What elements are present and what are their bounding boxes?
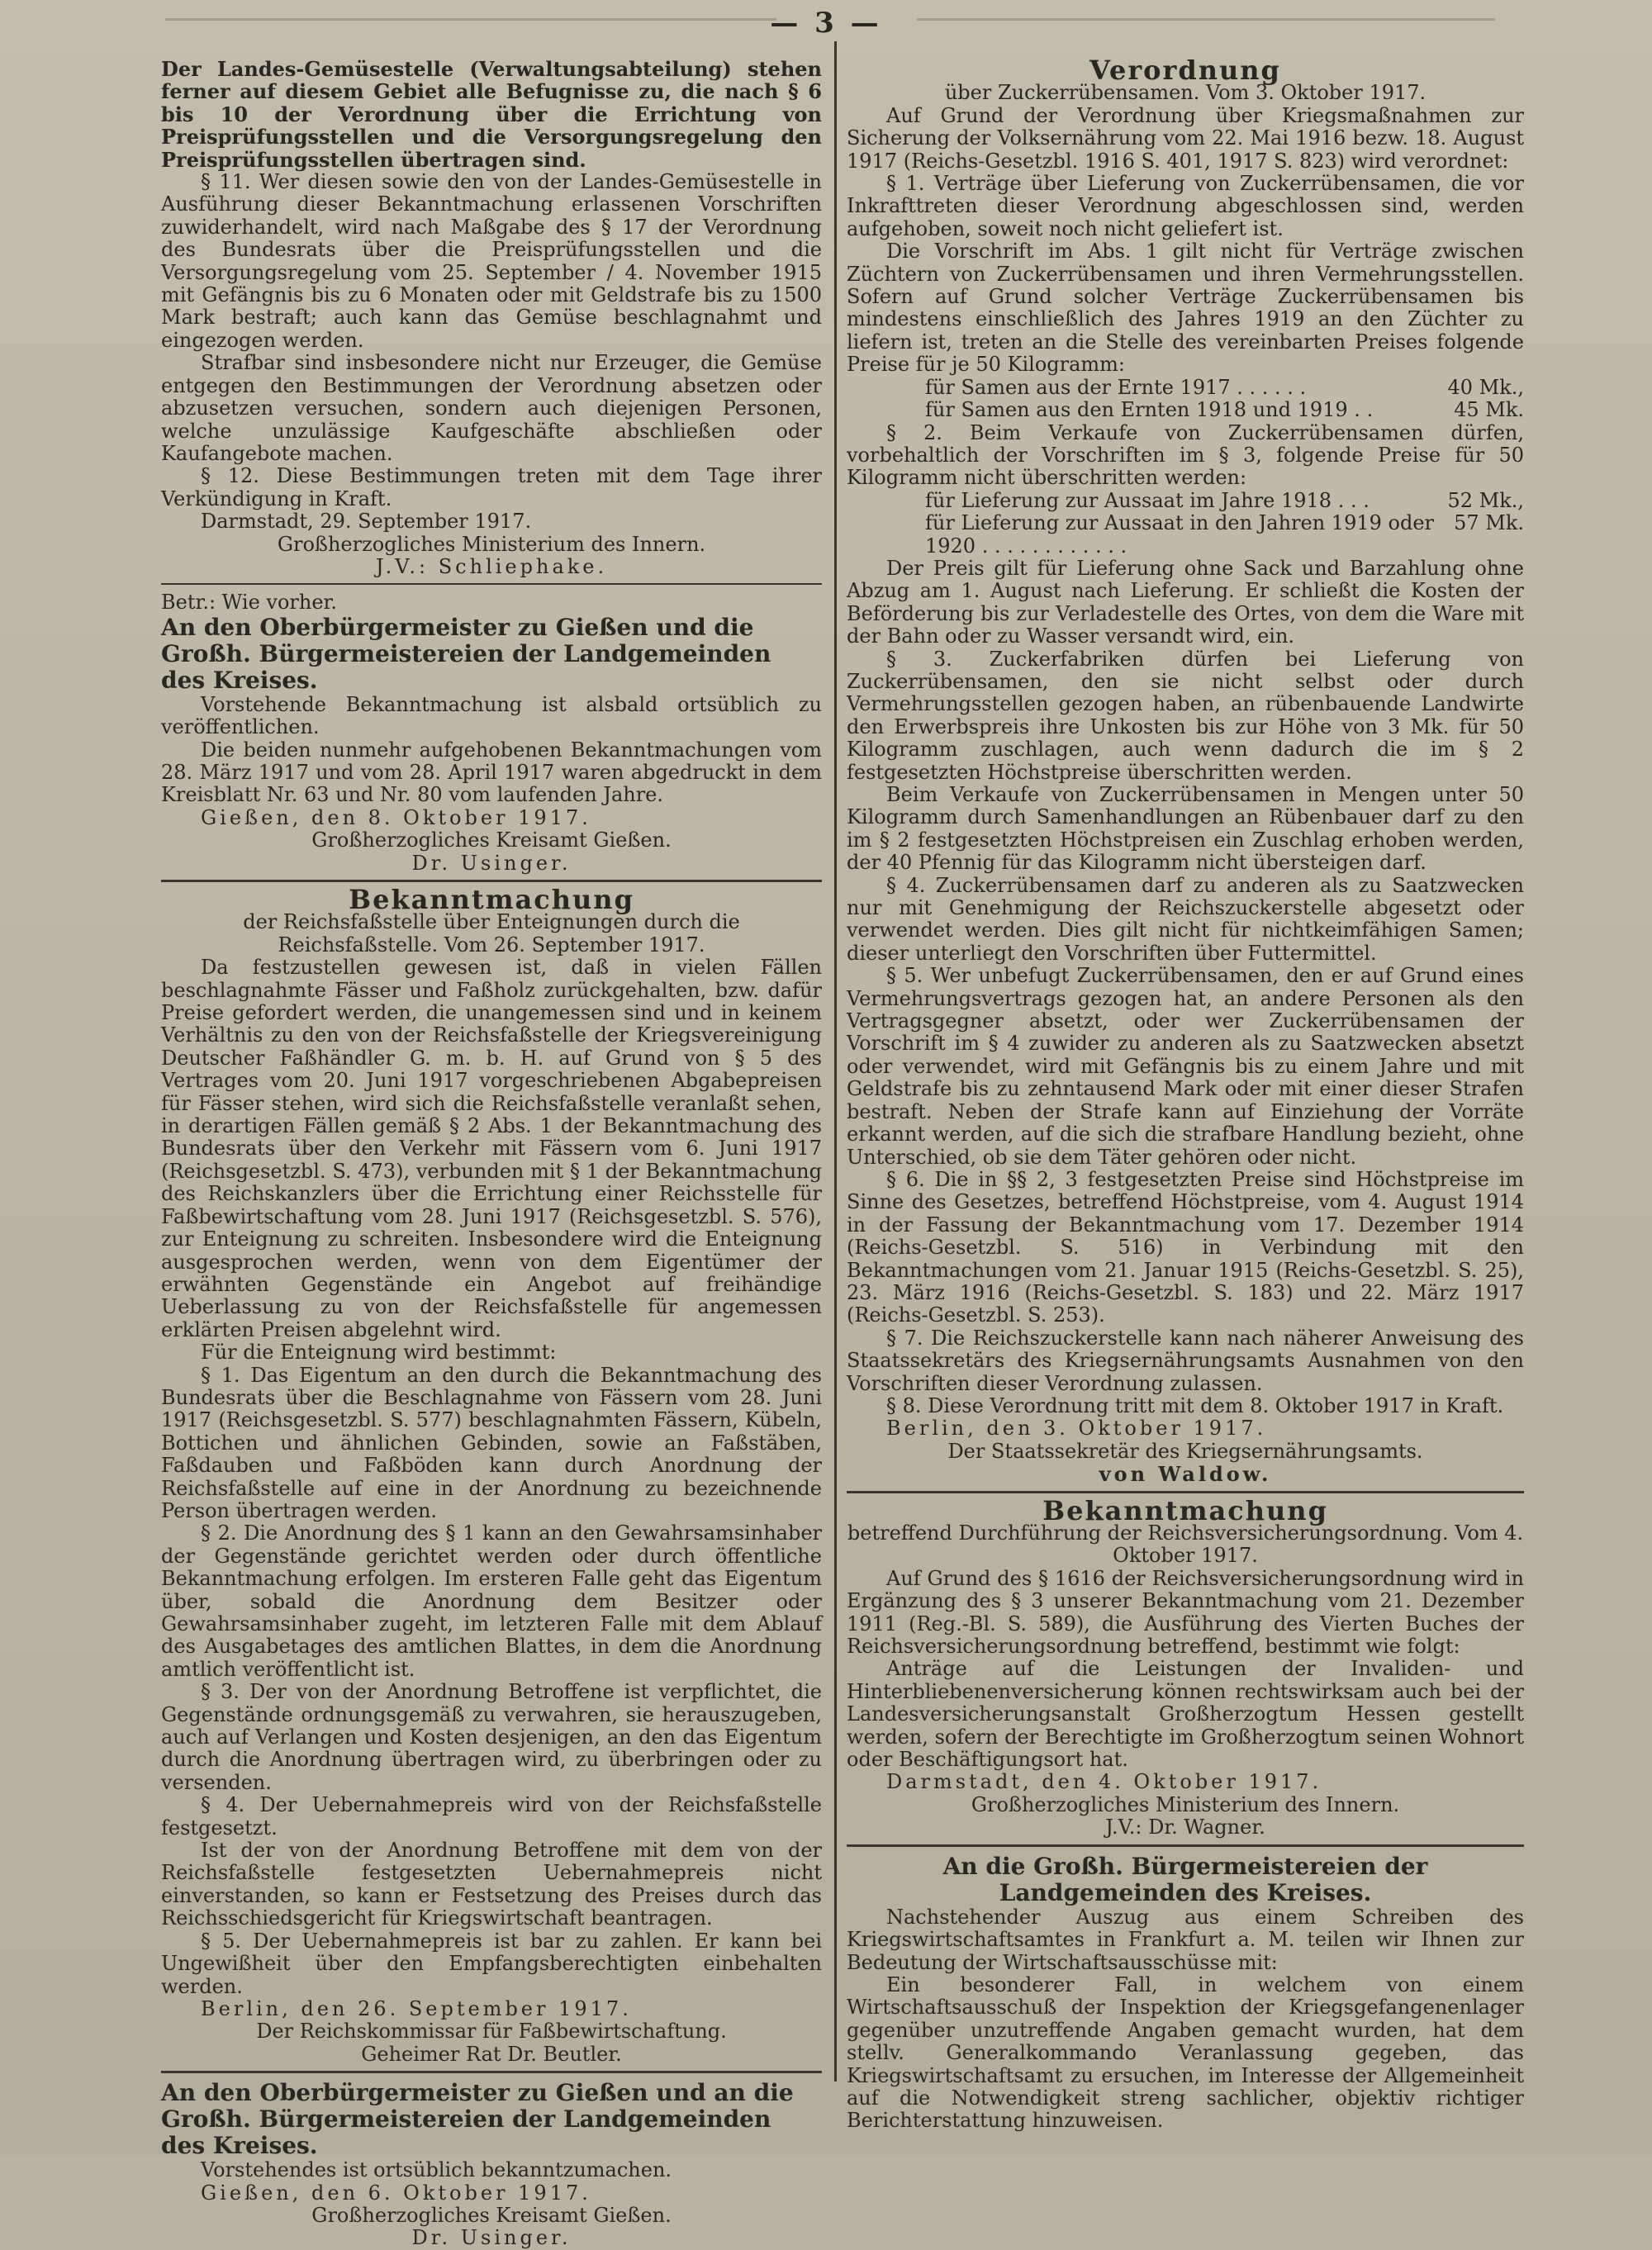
ministry-signature: Großherzogliches Ministerium des Innern. bbox=[277, 532, 706, 556]
verordnung-section-8: § 8. Diese Verordnung tritt mit dem 8. Oktober 1917 in Kraft. bbox=[886, 1393, 1504, 1417]
reichskommissar-signature: Der Reichskommissar für Faßbewirtschaftung. bbox=[256, 2020, 727, 2044]
ministry-signature-2: Großherzogliches Ministerium des Innern. bbox=[971, 1792, 1400, 1816]
heading-verordnung: Verordnung bbox=[1089, 55, 1281, 86]
intro-paragraph: Der Landes-Gemüsestelle (Verwaltungsabteilung) stehen ferner auf diesem Gebiet alle Befugnisse zu, die nach § 6 bis 10 der Verordnung über die Errichtung von Preisprüfungsstellen und die Versorgungsregelung den Preisprüfungsstellen übertragen sind. bbox=[161, 57, 822, 172]
section-5: § 5. Der Uebernahmepreis ist bar zu zahlen. Er kann bei Ungewißheit über den Empfangsberechtigten einbehalten werden. bbox=[161, 1929, 822, 1998]
staatssekretaer-signature: Der Staatssekretär des Kriegsernährungsamts. bbox=[947, 1439, 1423, 1463]
besonderer-fall-paragraph: Ein besonderer Fall, in welchem von einem Wirtschaftsausschuß der Inspektion der Kriegsgefangenenlager gegenüber unzutreffende Angaben gemacht wurden, hat dem stellv. Generalkommando Veranlassung gegeben, das Kriegswirtschaftsamt zu ersuchen, im Interesse der Allgemeinheit auf die Notwendigkeit streng sachlicher, objektiv richtiger Berichterstattung hinzuweisen. bbox=[847, 1972, 1524, 2133]
section-3: § 3. Der von der Anordnung Betroffene ist verpflichtet, die Gegenstände ordnungsgemäß zu verwahren, sie herauszugeben, auch auf Verlangen und Kosten desjenigen, an den das Eigentum durch die Anordnung übertragen wird, zu überbringen oder zu versenden. bbox=[161, 1680, 822, 1794]
section-4b: Ist der von der Anordnung Betroffene mit dem von der Reichsfaßstelle festgesetzten Uebernahmepreis nicht einverstanden, so kann er Festsetzung des Preises durch das Reichsschiedsgericht für Kriegswirtschaft beantragen. bbox=[161, 1839, 822, 1930]
signer-beutler: Geheimer Rat Dr. Beutler. bbox=[361, 2042, 622, 2066]
section-1: § 1. Das Eigentum an den durch die Bekanntmachung des Bundesrats über die Beschlagnahme von Fässern vom 28. Juni 1917 (Reichsgesetzbl. S. 577) beschlagnahmten Fässern, Kübeln, Bottichen und ähnlichen Gebinden, sowie an Faßstäben, Faßdauben und Faßböden kann durch Anordnung der Reichsfaßstelle auf eine in der Anordnung zu bezeichnende Person übertragen werden. bbox=[161, 1363, 822, 1522]
date-giessen-1: Gießen, den 8. Oktober 1917. bbox=[201, 805, 591, 829]
price-row-label: für Lieferung zur Aussaat im Jahre 1918 . . . bbox=[925, 488, 1370, 512]
section-4: § 4. Der Uebernahmepreis wird von der Reichsfaßstelle festgesetzt. bbox=[161, 1793, 822, 1839]
verordnung-section-1b: Die Vorschrift im Abs. 1 gilt nicht für Verträge zwischen Züchtern von Zuckerrübensamen und ihren Vermehrungsstellen. Sofern auf Grund solcher Verträge Zuckerrübensamen bis mindestens einschließlich des Jahres 1919 an den Züchter zu liefern ist, treten an die Stelle des vereinbarten Preises folgende Preise für je 50 Kilogramm: bbox=[847, 240, 1524, 377]
enteignung-intro: Für die Enteignung wird bestimmt: bbox=[201, 1341, 557, 1365]
signer-usinger-1: Dr. Usinger. bbox=[411, 851, 572, 875]
heading-bekanntmachung-2: Bekanntmachung bbox=[1042, 1494, 1328, 1526]
vorstehende-paragraph: Vorstehende Bekanntmachung ist alsbald ortsüblich zu veröffentlichen. bbox=[161, 692, 822, 739]
signer-waldow: von Waldow. bbox=[1099, 1462, 1272, 1487]
address-heading-2: An den Oberbürgermeister zu Gießen und an die Großh. Bürgermeistereien der Landgemeinden des Kreises. bbox=[161, 2079, 794, 2160]
price-row-1 bbox=[847, 377, 1524, 399]
price-row-4 bbox=[847, 512, 1524, 558]
signer-wagner: J.V.: Dr. Wagner. bbox=[1105, 1816, 1265, 1839]
vorstehendes-paragraph: Vorstehendes ist ortsüblich bekanntzumachen. bbox=[201, 2158, 672, 2182]
divider bbox=[161, 880, 822, 882]
grund-paragraph-2: Auf Grund des § 1616 der Reichsversicherungsordnung wird in Ergänzung des § 3 unserer Bekanntmachung vom 21. Dezember 1911 (Reg.-Bl. S. 589), die Ausführung des Vierten Buches der Reichsversicherungsordnung betreffend, bestimmt wie folgt: bbox=[847, 1566, 1524, 1659]
price-row-value: 45 Mk. bbox=[1454, 398, 1524, 422]
price-row-label: für Lieferung zur Aussaat in den Jahren 1919 oder 1920 . . . . . . . . . . . . bbox=[925, 511, 1434, 558]
verordnung-section-4: § 4. Zuckerrübensamen darf zu anderen als zu Saatzwecken nur mit Genehmigung der Reichszuckerstelle abgesetzt oder verwendet werden. Dies gilt nicht für nichtkeimfähigen Samen; dieser unterliegt den Vorschriften über Futtermittel. bbox=[847, 873, 1524, 965]
nachstehender-paragraph: Nachstehender Auszug aus einem Schreiben des Kriegswirtschaftsamtes in Frankfurt a. M. teilen wir Ihnen zur Bedeutung der Wirtschaftsausschüsse mit: bbox=[847, 1905, 1524, 1974]
price-row-3 bbox=[847, 490, 1524, 512]
subtitle-zuckerruebensamen: über Zuckerrübensamen. Vom 3. Oktober 1917. bbox=[944, 81, 1427, 105]
antraege-paragraph: Anträge auf die Leistungen der Invaliden- und Hinterbliebenenversicherung können rechtswirksam auch bei der Landesversicherungsanstalt Großherzogtum Hessen gestellt werden, sofern der Berechtigte im Großherzogtum seinen Wohnort oder Beschäftigungsort hat. bbox=[847, 1657, 1524, 1772]
date-giessen-2: Gießen, den 6. Oktober 1917. bbox=[201, 2181, 591, 2205]
price-row-label: für Samen aus den Ernten 1918 und 1919 . . bbox=[925, 398, 1374, 422]
subtitle-reichsfassstelle: der Reichsfaßstelle über Enteignungen durch die Reichsfaßstelle. Vom 26. September 1917. bbox=[243, 910, 740, 956]
heading-bekanntmachung-1: Bekanntmachung bbox=[349, 884, 634, 915]
strafbar-paragraph: Strafbar sind insbesondere nicht nur Erzeuger, die Gemüse entgegen den Bestimmungen der Verordnung absetzen oder abzusetzen versuchen, sondern auch diejenigen Personen, welche unzulässige Kaufgeschäfte abschließen oder Kaufangebote machen. bbox=[161, 351, 822, 465]
kreisamt-signature-1: Großherzogliches Kreisamt Gießen. bbox=[311, 828, 672, 852]
date-berlin-2: Berlin, den 3. Oktober 1917. bbox=[886, 1417, 1267, 1441]
verordnung-section-1: § 1. Verträge über Lieferung von Zuckerrübensamen, die vor Inkrafttreten dieser Verordnung abgeschlossen sind, werden aufgehoben, soweit noch nicht geliefert ist. bbox=[847, 172, 1524, 240]
signer-schliephake: J.V.: Schliephake. bbox=[375, 554, 608, 578]
date-berlin-1: Berlin, den 26. September 1917. bbox=[201, 1996, 632, 2020]
verordnung-section-3b: Beim Verkaufe von Zuckerrübensamen in Mengen unter 50 Kilogramm durch Samenhandlungen an Rübenbauer darf zu den im § 2 festgesetzten Höchstpreisen ein Zuschlag erhoben werden, der 40 Pfennig für das Kilogramm nicht übersteigen darf. bbox=[847, 783, 1524, 875]
price-row-label: für Samen aus der Ernte 1917 . . . . . . bbox=[925, 375, 1307, 399]
section-2: § 2. Die Anordnung des § 1 kann an den Gewahrsamsinhaber der Gegenstände gerichtet werden oder durch öffentliche Bekanntmachung erfolgen. Im ersteren Falle geht das Eigentum über, sobald die Anordnung dem Besitzer oder Gewahrsamsinhaber zugeht, im letzteren Falle mit dem Ablauf des Ausgabetages des amtlichen Blattes, in dem die Anordnung amtlich veröffentlicht ist. bbox=[161, 1521, 822, 1681]
column-divider bbox=[834, 41, 837, 2081]
divider bbox=[161, 2071, 822, 2073]
verordnung-section-3: § 3. Zuckerfabriken dürfen bei Lieferung von Zuckerrübensamen, den sie nicht selbst oder durch Vermehrungsstellen gezogen haben, an rübenbauende Landwirte den Erwerbspreis ihre Unkosten bis zur Höhe von 3 Mk. für 50 Kilogramm zuschlagen, auch wenn dadurch die im § 2 festgesetzten Höchstpreise überschritten werden. bbox=[847, 647, 1524, 784]
page-number: — 3 — bbox=[770, 7, 882, 40]
address-heading-3: An die Großh. Bürgermeistereien der Landgemeinden des Kreises. bbox=[942, 1852, 1428, 1906]
price-row-value: 52 Mk., bbox=[1447, 488, 1524, 512]
price-row-value: 57 Mk. bbox=[1454, 511, 1524, 535]
verordnung-section-6: § 6. Die in §§ 2, 3 festgesetzten Preise sind Höchstpreise im Sinne des Gesetzes, betreffend Höchstpreise, vom 4. August 1914 in der Fassung der Bekanntmachung vom 17. Dezember 1914 (Reichs-Gesetzbl. S. 516) in Verbindung mit den Bekanntmachungen vom 21. Januar 1915 (Reichs-Gesetzbl. S. 25), 23. März 1916 (Reichs-Gesetzbl. S. 183) und 22. März 1917 (Reichs-Gesetzbl. S. 253). bbox=[847, 1167, 1524, 1327]
price-row-value: 40 Mk., bbox=[1447, 375, 1524, 399]
verordnung-section-2b: Der Preis gilt für Lieferung ohne Sack und Barzahlung ohne Abzug am 1. August nach Lieferung. Er schließt die Kosten der Beförderung bis zur Verladestelle des Ortes, von dem die Ware mit der Bahn oder zu Wasser versandt wird, ein. bbox=[847, 556, 1524, 648]
betr-line: Betr.: Wie vorher. bbox=[161, 591, 338, 615]
right-column bbox=[847, 55, 1524, 2133]
address-heading-1: An den Oberbürgermeister zu Gießen und die Großh. Bürgermeistereien der Landgemeinden des Kreises. bbox=[161, 613, 771, 694]
body-reichsfassstelle: Da festzustellen gewesen ist, daß in vielen Fällen beschlagnahmte Fässer und Faßholz zurückgehalten, bzw. dafür Preise gefordert werden, die unangemessen sind und in keinem Verhältnis zu den von der Reichsfaßstelle der Kriegsvereinigung Deutscher Faßhändler G. m. b. H. auf Grund von § 5 des Vertrages vom 20. Juni 1917 vorgeschriebenen Abgabepreisen für Fässer stehen, wird sich die Reichsfaßstelle veranlaßt sehen, in derartigen Fällen gemäß § 2 Abs. 1 der Bekanntmachung des Bundesrats über den Verkehr mit Fässern vom 6. Juni 1917 (Reichsgesetzbl. S. 473), verbunden mit § 1 der Bekanntmachung des Reichskanzlers über die Errichtung einer Reichsstelle für Faßbewirtschaftung vom 28. Juni 1917 (Reichsgesetzbl. S. 576), zur Enteignung zu schreiten. Insbesondere wird die Enteignung ausgesprochen werden, wenn von dem Eigentümer der erwähnten Gegenstände ein Angebot auf freihändige Ueberlassung zu von der Reichsfaßstelle für angemessen erklärten Preisen abgelehnt wird. bbox=[161, 956, 822, 1341]
grund-paragraph-1: Auf Grund der Verordnung über Kriegsmaßnahmen zur Sicherung der Volksernährung vom 22. Mai 1916 bezw. 18. August 1917 (Reichs-Gesetzbl. 1916 S. 401, 1917 S. 823) wird verordnet: bbox=[847, 103, 1524, 173]
verordnung-section-2: § 2. Beim Verkaufe von Zuckerrübensamen dürfen, vorbehaltlich der Vorschriften im § 3, folgende Preise für 50 Kilogramm nicht überschritten werden: bbox=[847, 420, 1524, 490]
divider bbox=[847, 1491, 1524, 1493]
paragraph-12: § 12. Diese Bestimmungen treten mit dem Tage ihrer Verkündigung in Kraft. bbox=[161, 464, 822, 510]
signer-usinger-2: Dr. Usinger. bbox=[411, 2226, 572, 2250]
verordnung-section-7: § 7. Die Reichszuckerstelle kann nach näherer Anweisung des Staatssekretärs des Kriegsernährungsamts Ausnahmen von den Vorschriften dieser Verordnung zulassen. bbox=[847, 1326, 1524, 1395]
date-darmstadt: Darmstadt, 29. September 1917. bbox=[201, 510, 532, 534]
price-row-2 bbox=[847, 399, 1524, 421]
divider bbox=[161, 583, 822, 585]
verordnung-section-5: § 5. Wer unbefugt Zuckerrübensamen, den er auf Grund eines Vermehrungsvertrags gezogen hat, an andere Personen als den Vertragsgegner absetzt, oder wer Zuckerrübensamen der Vorschrift im § 4 zuwider zu anderen als zu Saatzwecken absetzt oder verwendet, wird mit Gefängnis bis zu einem Jahre und mit Geldstrafe bis zu zehntausend Mark oder mit einer dieser Strafen bestraft. Neben der Strafe kann auf Einziehung der Vorräte erkannt werden, auf die sich die strafbare Handlung bezieht, ohne Unterschied, ob sie dem Täter gehören oder nicht. bbox=[847, 964, 1524, 1169]
kreisamt-signature-2: Großherzogliches Kreisamt Gießen. bbox=[311, 2203, 672, 2227]
left-column bbox=[161, 58, 822, 2250]
subtitle-reichsversicherung: betreffend Durchführung der Reichsversicherungsordnung. Vom 4. Oktober 1917. bbox=[847, 1521, 1524, 1568]
date-darmstadt-2: Darmstadt, den 4. Oktober 1917. bbox=[886, 1770, 1322, 1794]
divider bbox=[847, 1844, 1524, 1847]
aufgehoben-paragraph: Die beiden nunmehr aufgehobenen Bekanntmachungen vom 28. März 1917 und vom 28. April 1917 waren abgedruckt in dem Kreisblatt Nr. 63 und Nr. 80 vom laufenden Jahre. bbox=[161, 738, 822, 807]
paragraph-11: § 11. Wer diesen sowie den von der Landes-Gemüsestelle in Ausführung dieser Bekanntmachung erlassenen Vorschriften zuwiderhandelt, wird nach Maßgabe des § 17 der Verordnung des Bundesrats über die Preisprüfungsstellen und die Versorgungsregelung vom 25. September / 4. November 1915 mit Gefängnis bis zu 6 Monaten oder mit Geldstrafe bis zu 1500 Mark bestraft; auch kann das Gemüse beschlagnahmt und eingezogen werden. bbox=[161, 170, 822, 352]
